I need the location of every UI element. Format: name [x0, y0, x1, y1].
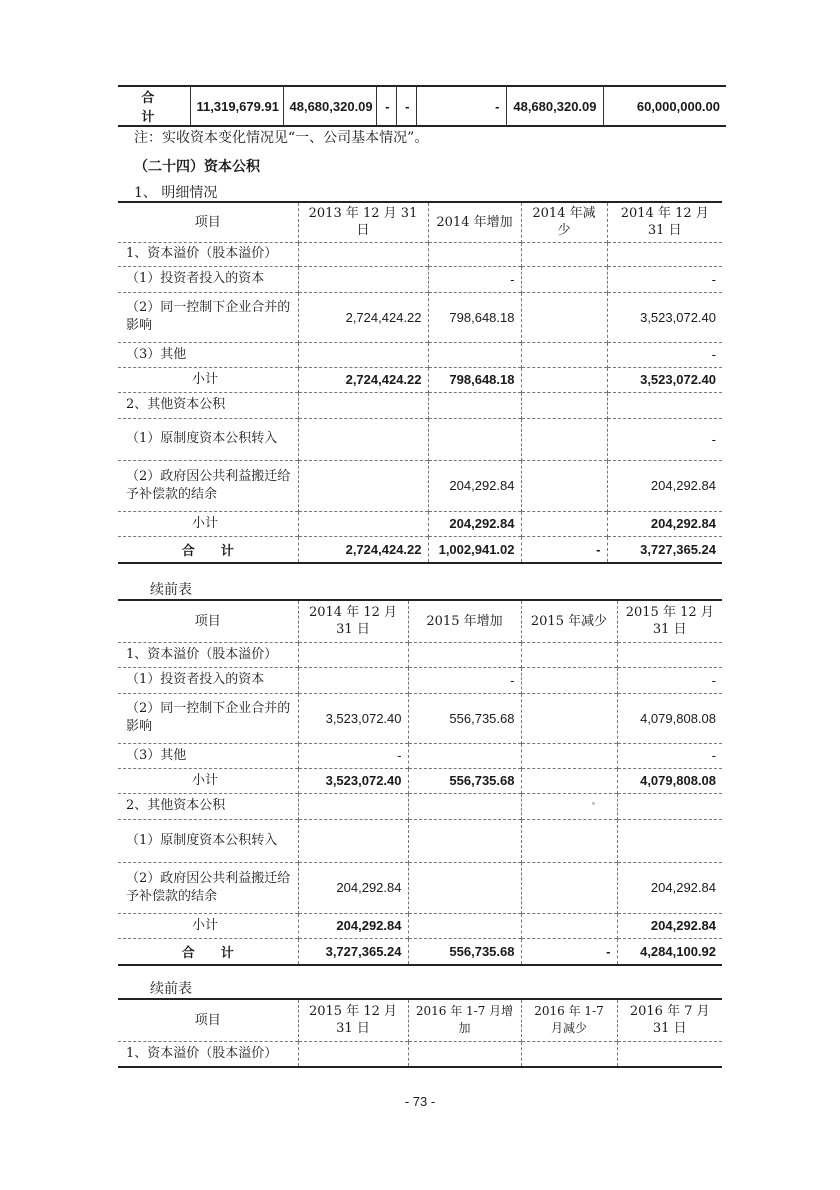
continued-label: 续前表: [150, 582, 192, 598]
cell: [521, 460, 607, 511]
cell: -: [521, 536, 607, 563]
row-label: 小计: [118, 367, 298, 392]
cell: [298, 793, 408, 819]
cell: [408, 913, 521, 938]
cell: -: [607, 266, 722, 292]
cell: [521, 367, 607, 392]
cell: [521, 266, 607, 292]
continued-label: 续前表: [150, 981, 192, 997]
cell: 204,292.84: [617, 913, 722, 938]
column-header: 2015 年减少: [521, 600, 617, 642]
row-label: （1）投资者投入的资本: [118, 667, 298, 693]
cell: -: [521, 938, 617, 965]
cell: [521, 693, 617, 743]
cell: [607, 242, 722, 266]
total-row: [118, 536, 722, 563]
cell: [428, 242, 521, 266]
cell: 3,727,365.24: [607, 536, 722, 563]
capital-reserve-table-2015: [118, 599, 722, 966]
note-text: 注：实收资本变化情况见“一、公司基本情况”。: [134, 130, 429, 146]
cell: 3,727,365.24: [298, 938, 408, 965]
table-row: [118, 743, 722, 768]
column-header: 2015 年 12 月 31 日: [617, 600, 722, 642]
row-label: （3）其他: [118, 743, 298, 768]
cell: -: [607, 342, 722, 367]
table-header-row: [118, 600, 722, 642]
cell: 4,079,808.08: [617, 768, 722, 793]
cell: -: [396, 86, 416, 126]
cell: 3,523,072.40: [607, 292, 722, 342]
cell: [298, 342, 428, 367]
cell: 11,319,679.91: [190, 86, 283, 126]
capital-reserve-table-2014: [118, 201, 722, 564]
cell: [521, 418, 607, 460]
cell: 798,648.18: [428, 367, 521, 392]
section-title: （二十四）资本公积: [134, 159, 260, 175]
cell: 60,000,000.00: [603, 86, 726, 126]
cell: [521, 242, 607, 266]
subtotal-row: [118, 367, 722, 392]
subtotal-row: [118, 511, 722, 536]
cell: [521, 819, 617, 862]
cell: 4,079,808.08: [617, 693, 722, 743]
cell: 798,648.18: [428, 292, 521, 342]
table-row: [118, 418, 722, 460]
cell: [298, 242, 428, 266]
cell: 556,735.68: [408, 693, 521, 743]
cell: [617, 819, 722, 862]
table-row: [118, 86, 726, 126]
cell: 204,292.84: [607, 511, 722, 536]
cell: [408, 793, 521, 819]
column-header: 2015 年增加: [408, 600, 521, 642]
table-row: [118, 667, 722, 693]
cell: 556,735.68: [408, 768, 521, 793]
table-row: [118, 392, 722, 418]
cell: [428, 342, 521, 367]
table-row: [118, 1041, 722, 1067]
column-header: 2013 年 12 月 31 日: [298, 202, 428, 242]
row-label: 小计: [118, 913, 298, 938]
column-header: 2014 年 12 月 31 日: [298, 600, 408, 642]
cell: 1,002,941.02: [428, 536, 521, 563]
cell: [298, 642, 408, 667]
cell: 3,523,072.40: [298, 768, 408, 793]
cell: -: [607, 418, 722, 460]
cell: [521, 511, 607, 536]
cell: [521, 342, 607, 367]
table-row: [118, 342, 722, 367]
cell: -: [408, 667, 521, 693]
row-label: （2）同一控制下企业合并的影响: [118, 292, 298, 342]
cell: [298, 667, 408, 693]
cell: [521, 768, 617, 793]
column-header: 2016 年 1-7 月增加: [408, 999, 521, 1041]
table-row: [118, 266, 722, 292]
cell: -: [376, 86, 396, 126]
cell: [408, 819, 521, 862]
row-label: 1、资本溢价（股本溢价）: [118, 1041, 298, 1067]
subtotal-row: [118, 913, 722, 938]
row-label: 1、资本溢价（股本溢价）: [118, 242, 298, 266]
row-label: （2）政府因公共利益搬迁给予补偿款的结余: [118, 862, 298, 913]
table-row: [118, 693, 722, 743]
table-row: [118, 460, 722, 511]
row-label: （1）投资者投入的资本: [118, 266, 298, 292]
cell: 204,292.84: [428, 511, 521, 536]
column-header: 项目: [194, 613, 221, 629]
cell: [298, 1041, 408, 1067]
row-label: 2、其他资本公积: [118, 392, 298, 418]
cell: 556,735.68: [408, 938, 521, 965]
cell: [617, 1041, 722, 1067]
cell: 204,292.84: [298, 913, 408, 938]
cell: 48,680,320.09: [283, 86, 376, 126]
cell: [428, 392, 521, 418]
column-header: 项目: [194, 1012, 221, 1028]
cell: [617, 793, 722, 819]
row-label: （1）原制度资本公积转入: [118, 418, 298, 460]
cell: [298, 392, 428, 418]
page-number: - 73 -: [404, 1094, 436, 1109]
cell: 3,523,072.40: [607, 367, 722, 392]
column-header: 2015 年 12 月 31 日: [298, 999, 408, 1041]
cell: -: [617, 667, 722, 693]
cell: 2,724,424.22: [298, 536, 428, 563]
subtotal-row: [118, 768, 722, 793]
row-label: 小计: [118, 511, 298, 536]
table-row: [118, 292, 722, 342]
cell: 204,292.84: [617, 862, 722, 913]
cell: [408, 1041, 521, 1067]
scan-speck: [592, 802, 595, 805]
column-header: 2016 年 1-7 月减少: [521, 999, 617, 1041]
cell: -: [298, 743, 408, 768]
cell: [521, 743, 617, 768]
table-row: [118, 793, 722, 819]
cell: 48,680,320.09: [506, 86, 603, 126]
cell: [521, 392, 607, 418]
row-label: 合 计: [118, 536, 298, 563]
cell: [617, 642, 722, 667]
subsection-title: 1、 明细情况: [134, 185, 218, 201]
cell: -: [617, 743, 722, 768]
row-label: 2、其他资本公积: [118, 793, 298, 819]
total-row: [118, 938, 722, 965]
row-label: （1）原制度资本公积转入: [118, 819, 298, 862]
cell: [408, 862, 521, 913]
cell: 3,523,072.40: [298, 693, 408, 743]
cell: [521, 862, 617, 913]
table-header-row: [118, 999, 722, 1041]
row-label: 1、资本溢价（股本溢价）: [118, 642, 298, 667]
column-header: 项目: [194, 214, 221, 230]
cell: -: [416, 86, 506, 126]
cell: 204,292.84: [298, 862, 408, 913]
cell: 2,724,424.22: [298, 292, 428, 342]
cell: 4,284,100.92: [617, 938, 722, 965]
cell: [521, 292, 607, 342]
cell: [428, 418, 521, 460]
cell: [298, 418, 428, 460]
column-header: 2014 年 12 月 31 日: [607, 202, 722, 242]
column-header: 2016 年 7 月 31 日: [617, 999, 722, 1041]
table-row: [118, 242, 722, 266]
cell: [298, 460, 428, 511]
capital-reserve-table-2016: [118, 998, 722, 1068]
cell: [298, 819, 408, 862]
cell: [298, 511, 428, 536]
cell: 204,292.84: [607, 460, 722, 511]
table-row: [118, 642, 722, 667]
cell: [408, 642, 521, 667]
row-label: （3）其他: [118, 342, 298, 367]
table-row: [118, 819, 722, 862]
paid-in-capital-total-table: [118, 85, 726, 127]
cell: -: [428, 266, 521, 292]
column-header: 2014 年增加: [428, 202, 521, 242]
cell: 204,292.84: [428, 460, 521, 511]
cell: [521, 667, 617, 693]
cell: [521, 793, 617, 819]
cell: [408, 743, 521, 768]
column-header: 2014 年减少: [521, 202, 607, 242]
table-row: [118, 862, 722, 913]
row-label: 小计: [118, 768, 298, 793]
cell: [607, 392, 722, 418]
cell: [298, 266, 428, 292]
cell: [521, 913, 617, 938]
cell: 2,724,424.22: [298, 367, 428, 392]
cell: [521, 642, 617, 667]
row-label: 合 计: [118, 938, 298, 965]
table-header-row: [118, 202, 722, 242]
total-label: 合 计: [141, 91, 191, 125]
cell: [521, 1041, 617, 1067]
row-label: （2）同一控制下企业合并的影响: [118, 693, 298, 743]
row-label: （2）政府因公共利益搬迁给予补偿款的结余: [118, 460, 298, 511]
